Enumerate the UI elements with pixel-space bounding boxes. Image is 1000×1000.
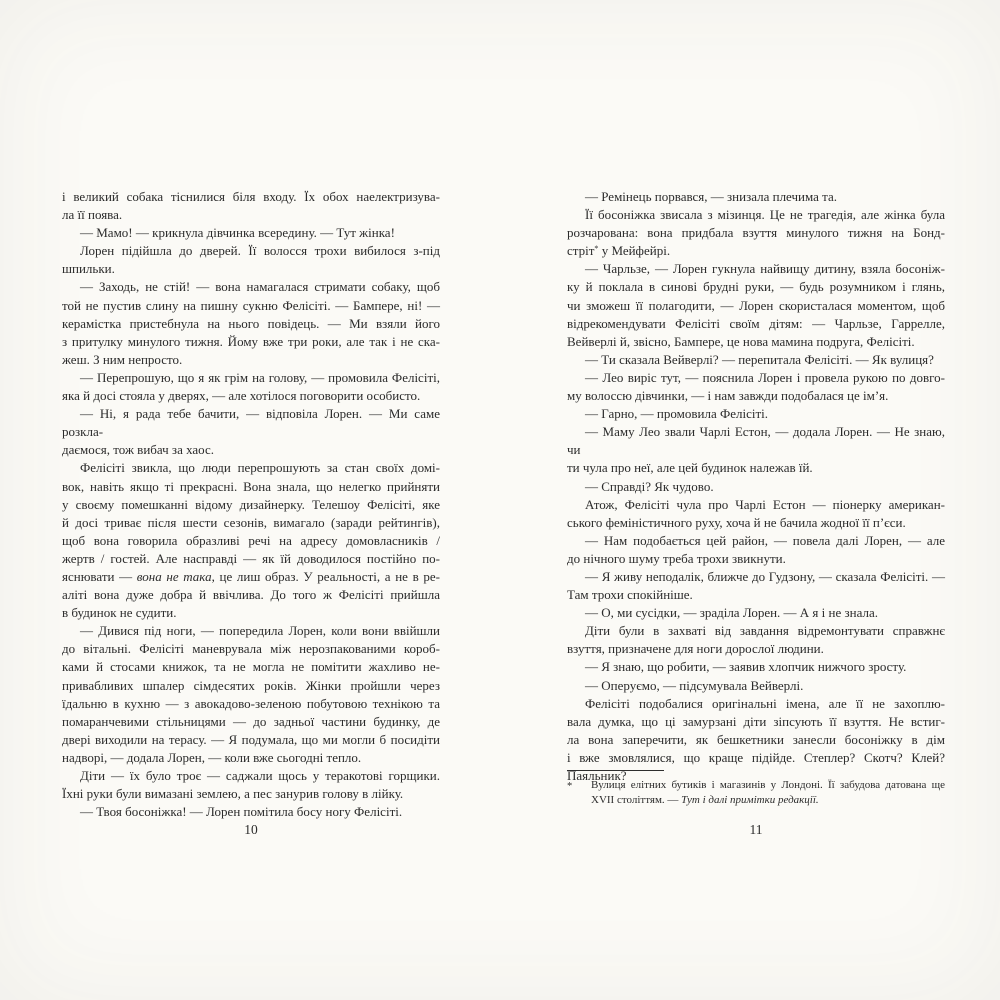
text-line: ла її поява.: [62, 207, 123, 223]
text-line: — Нам подобається цей район, — повела далі Лорен, — але: [585, 532, 945, 548]
text-line: жертв / гостей. Але насправді — як їй доводилося постійно по-: [62, 550, 440, 566]
text-line: — О, ми сусідки, — зраділа Лорен. — А я і не знала.: [585, 605, 878, 621]
text-line: стріт* у Мейфейрі.: [567, 243, 671, 259]
text-line: ку й поклала в синові брудні руки, — будь розумником і глянь,: [567, 279, 945, 295]
text-line: — Перепрошую, що я як грім на голову, — промовила Фелісіті,: [80, 369, 440, 385]
text-line: — Лео виріс тут, — пояснила Лорен і провела рукою по довго-: [585, 369, 945, 385]
text-line: — Я живу неподалік, ближче до Гудзону, — сказала Фелісіті. —: [585, 568, 945, 584]
text-line: надворі, — додала Лорен, — коли вже сьогодні тепло.: [62, 749, 362, 765]
text-line: — Ти сказала Вейверлі? — перепитала Фелісіті. — Як вулиця?: [585, 351, 934, 367]
footnote-text: [591, 778, 945, 808]
text-line: Вейверлі й, звісно, Бампере, це нова мамина подруга, Фелісіті.: [567, 333, 915, 349]
text-line: ла вона заперечити, як бешкетники занесли босоніжку в дім: [567, 731, 945, 747]
text-line: взуття, призначене для ноги дорослої людини.: [567, 641, 824, 657]
text-line: — Справді? Як чудово.: [585, 478, 714, 494]
page-left-text: [62, 188, 440, 821]
footnote-marker: *: [567, 781, 573, 792]
text-line: ського феміністичного руху, хоча й не бачила жодної її п’єси.: [567, 514, 906, 530]
text-line: керамістка пристебнула на нього повідець. — Ми взяли його: [62, 315, 440, 331]
text-line: до вітальні. Фелісіті маневрувала між нерозпакованими короб-: [62, 641, 440, 657]
text-line: — Оперуємо, — підсумувала Вейверлі.: [585, 677, 804, 693]
text-line: той не пустив слину на пишну сукню Фелісіті. — Бампере, ні! —: [62, 297, 440, 313]
footnote-divider: [567, 770, 664, 771]
text-line: — Чарльзе, — Лорен гукнула найвищу дитину, взяла босоніж-: [585, 261, 945, 277]
text-line: Фелісіті подобалися оригінальні імена, але її не захоплю-: [585, 695, 945, 711]
text-line: — Я знаю, що робити, — заявив хлопчик нижчого зросту.: [585, 659, 907, 675]
text-line: яснювати — вона не така, це лиш образ. У реальності, а не в ре-: [62, 568, 441, 584]
text-line: Діти — їх було троє — саджали щось у теракотові горщики.: [80, 768, 440, 783]
text-line: Їхні руки були вимазані землею, а пес занурив голову в лійку.: [62, 786, 404, 802]
text-line: і великий собака тіснилися біля входу. Їх обох наелектризува-: [62, 189, 440, 204]
text-line: відрекомендувати Фелісіті своїм дітям: — Чарльзе, Гаррелле,: [567, 315, 945, 331]
footnote: [567, 770, 945, 808]
text-line: — Мамо! — крикнула дівчинка всередину. — Тут жінка!: [80, 225, 395, 241]
text-line: привабливих шпалер сімдесятих років. Жінки пройшли через: [62, 677, 440, 693]
text-line: з притулку минулого тижня. Йому вже три роки, але так і не ска-: [62, 333, 440, 349]
text-line: ти чула про неї, але цей будинок належав їй.: [567, 460, 813, 476]
text-line: жеш. З ним непросто.: [62, 351, 183, 367]
text-line: щоб вона говорила образливі речі на адресу домовласників /: [62, 532, 440, 548]
text-line: до нічного шуму треба трохи звикнути.: [567, 550, 786, 566]
text-line: чи зможеш її полагодити, — Лорен скористалася моментом, щоб: [567, 297, 945, 313]
text-line: — Маму Лео звали Чарлі Естон, — додала Лорен. — Не знаю, чи: [567, 424, 945, 458]
text-line: даємося, тож вибач за хаос.: [62, 442, 215, 458]
text-line: їдальню в кухню — з авокадово-зеленою побутовою технікою та: [62, 695, 440, 711]
text-line: Фелісіті звикла, що люди перепрошують за стан своїх домі-: [80, 460, 440, 476]
text-line: шпильки.: [62, 261, 115, 277]
text-line: у своєму помешканні відому дизайнерку. Телешоу Фелісіті, яке: [62, 496, 440, 512]
text-line: вок, навіть якщо ті прекрасні. Вона знала, що нелегко прийняти: [62, 478, 440, 494]
text-line: ками й стосами книжок, та не могла не помітити жахливо не-: [62, 659, 440, 675]
text-line: вала думка, що ці замурзані діти зіпсують її взуття. Не встиг-: [567, 713, 945, 729]
text-line: Діти були в захваті від завдання відремонтувати справжнє: [585, 623, 945, 639]
text-line: Вулиця елітних бутиків і магазинів у Лондоні. Її забудова датована ще: [591, 779, 945, 791]
text-line: Там трохи спокійніше.: [567, 587, 693, 603]
text-line: аліті вона дуже добра й ввічлива. До того ж Фелісіті прийшла: [62, 587, 440, 603]
text-line: розчарована: вона придбала взуття минулого тижня на Бонд-: [567, 225, 945, 241]
text-line: — Заходь, не стій! — вона намагалася стримати собаку, щоб: [80, 279, 440, 295]
text-line: й досі триває після шести сезонів, вимагало (заради рейтингів),: [62, 514, 440, 530]
text-line: — Гарно, — промовила Фелісіті.: [585, 406, 769, 422]
text-line: — Ремінець порвався, — знизала плечима та.: [585, 189, 838, 204]
text-line: XVII століттям. — Тут і далі примітки редакції.: [591, 794, 819, 806]
page-number-left: 10: [244, 822, 258, 837]
text-line: в будинок не судити.: [62, 605, 177, 621]
text-line: Паяльник?: [567, 768, 627, 783]
text-line: яка й досі стояла у дверях, — але хотілося поговорити особисто.: [62, 388, 421, 404]
text-line: помаранчевими стільницями — до задньої частини будинку, де: [62, 713, 440, 729]
text-line: — Ні, я рада тебе бачити, — відповіла Лорен. — Ми саме розкла-: [62, 406, 440, 440]
text-line: Лорен підійшла до дверей. Її волосся трохи вибилося з-під: [80, 243, 440, 259]
text-line: му волоссю дівчинки, — і нам завжди подобалася це ім’я.: [567, 388, 889, 404]
text-line: — Твоя босоніжка! — Лорен помітила босу ногу Фелісіті.: [80, 804, 403, 820]
text-line: Її босоніжка звисала з мізинця. Це не трагедія, але жінка була: [585, 207, 945, 223]
text-line: — Дивися під ноги, — попередила Лорен, коли вони ввійшли: [80, 623, 440, 639]
page-right-text: [567, 188, 945, 785]
text-line: і вже змовлялися, що краще підійде. Степлер? Скотч? Клей?: [567, 749, 945, 765]
text-line: Атож, Фелісіті чула про Чарлі Естон — піонерку американ-: [585, 496, 945, 512]
text-line: двері виходили на терасу. — Я подумала, що ми могли б посидіти: [62, 731, 440, 747]
page-number-right: 11: [749, 822, 763, 837]
